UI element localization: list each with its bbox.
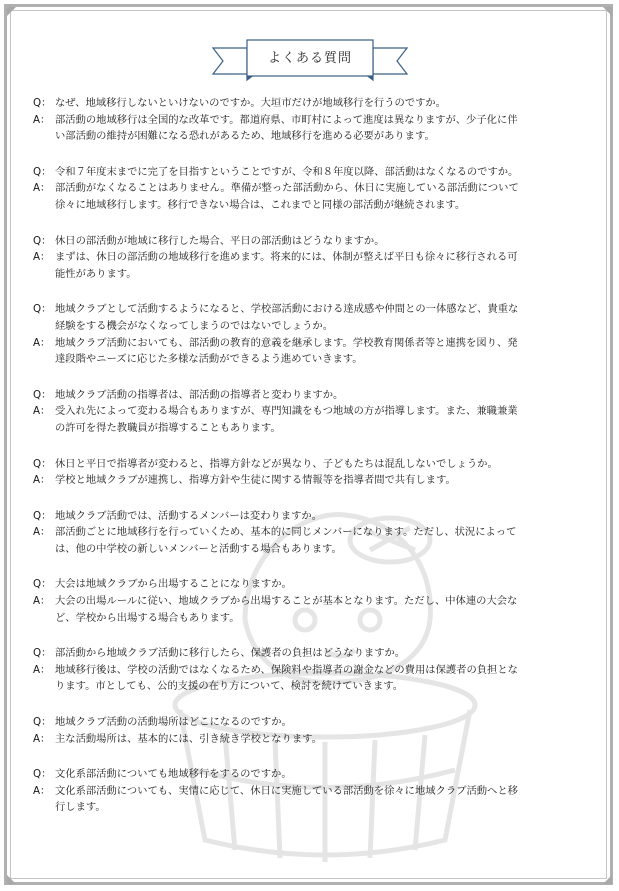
corner-ornament-top-left <box>7 7 16 16</box>
question-text: 休日の部活動が地域に移行した場合、平日の部活動はどうなりますか。 <box>55 234 385 247</box>
question-label: Q： <box>33 647 52 660</box>
answer-text: 受入れ先によって変わる場合もありますが、専門知識をもつ地域の方が指導します。また、兼職兼業 <box>55 405 518 418</box>
question-text: 地域クラブとして活動するようになると、学校部活動における達成感や仲間との一体感など、貴重な <box>55 303 519 316</box>
answer-text: 部活動がなくなることはありません。準備が整った部活動から、休日に実施している部活動について <box>55 182 519 195</box>
answer-label: A： <box>33 595 51 608</box>
question-text: 大会は地域クラブから出場することになりますか。 <box>55 578 292 591</box>
answer-text: 大会の出場ルールに従い、地域クラブから出場することが基本となります。ただし、中体連の大会な <box>55 595 518 608</box>
answer-text: まずは、休日の部活動の地域移行を進めます。将来的には、体制が整えば平日も徐々に移行される可 <box>55 251 518 264</box>
question-label: Q： <box>33 165 52 178</box>
answer-label: A： <box>33 474 51 487</box>
question-label: Q： <box>33 578 52 591</box>
question-label: Q： <box>33 716 52 729</box>
question-label: Q： <box>33 509 52 522</box>
answer-text: ど、学校から出場する場合もあります。 <box>55 611 240 624</box>
answer-text: 達段階やニーズに応じた多様な活動ができるよう進めていきます。 <box>55 353 363 366</box>
answer-text: 部活動の地域移行は全国的な改革です。都道府県、市町村によって進度は異なりますが、少子化に伴 <box>55 113 518 126</box>
answer-label: A： <box>33 251 51 264</box>
answer-text: 主な活動場所は、基本的には、引き続き学校となります。 <box>55 732 322 745</box>
faq-item-5 <box>33 387 593 437</box>
question-label: Q： <box>33 768 52 781</box>
question-text: 休日と平日で指導者が変わると、指導方針などが異なり、子どもたちは混乱しないでしょうか。 <box>55 457 498 470</box>
answer-label: A： <box>33 526 51 539</box>
answer-label: A： <box>33 336 51 349</box>
answer-text: 徐々に地域移行します。移行できない場合は、これまでと同様の部活動が継続されます。 <box>55 198 466 211</box>
question-label: Q： <box>33 303 52 316</box>
question-text: 地域クラブ活動では、活動するメンバーは変わりますか。 <box>55 509 322 522</box>
corner-ornament-bottom-left <box>7 875 16 884</box>
corner-ornament-top-right <box>603 7 612 16</box>
faq-item-11 <box>33 766 593 816</box>
answer-text: 能性があります。 <box>55 267 137 280</box>
answer-label: A： <box>33 405 51 418</box>
question-text: 部活動から地域クラブ活動に移行したら、保護者の負担はどうなりますか。 <box>55 647 406 660</box>
question-label: Q： <box>33 457 52 470</box>
answer-label: A： <box>33 732 51 745</box>
question-text: 文化系部活動についても地域移行をするのですか。 <box>55 768 292 781</box>
answer-text: い部活動の維持が困難になる恐れがあるため、地域移行を進める必要があります。 <box>55 130 435 143</box>
faq-item-2 <box>33 164 593 214</box>
answer-text: 地域移行後は、学校の活動ではなくなるため、保険料や指導者の謝金などの費用は保護者の負担とな <box>55 663 518 676</box>
answer-label: A： <box>33 113 51 126</box>
answer-text: は、他の中学校の新しいメンバーと活動する場合もあります。 <box>55 542 342 555</box>
faq-item-10 <box>33 714 593 747</box>
answer-label: A： <box>33 182 51 195</box>
answer-text: ります。市としても、公的支援の在り方について、検討を続けていきます。 <box>55 680 404 693</box>
answer-text: の許可を得た教職員が指導することもあります。 <box>55 421 281 434</box>
faq-item-9 <box>33 645 593 695</box>
question-text: 経験をする機会がなくなってしまうのではないでしょうか。 <box>55 319 334 332</box>
faq-item-1 <box>33 95 593 145</box>
faq-item-7 <box>33 508 593 558</box>
question-label: Q： <box>33 388 52 401</box>
question-text: 地域クラブ活動の指導者は、部活動の指導者と変わりますか。 <box>55 388 344 401</box>
corner-ornament-bottom-right <box>603 875 612 884</box>
faq-item-4 <box>33 301 593 367</box>
answer-text: 部活動ごとに地域移行を行っていくため、基本的に同じメンバーになります。ただし、状況によって <box>55 526 517 539</box>
answer-text: 地域クラブ活動においても、部活動の教育的意義を継承します。学校教育関係者等と連携を図り、発 <box>55 336 518 349</box>
faq-item-6 <box>33 456 593 489</box>
question-label: Q： <box>33 234 52 247</box>
answer-text: 文化系部活動についても、実情に応じて、休日に実施している部活動を徐々に地域クラブ活動へと移 <box>55 784 518 797</box>
answer-label: A： <box>33 663 51 676</box>
question-text: 令和７年度末までに完了を目指すということですが、令和８年度以降、部活動はなくなるのですか。 <box>55 165 519 178</box>
answer-label: A： <box>33 784 51 797</box>
question-text: 地域クラブ活動の活動場所はどこになるのですか。 <box>55 716 292 729</box>
faq-item-8 <box>33 576 593 626</box>
faq-list <box>33 95 593 816</box>
answer-text: 行します。 <box>55 801 106 814</box>
faq-item-3 <box>33 233 593 283</box>
question-label: Q： <box>33 97 52 109</box>
question-text: なぜ、地域移行しないといけないのですか。大垣市だけが地域移行を行うのですか。 <box>55 97 446 109</box>
answer-text: 学校と地域クラブが連携し、指導方針や生徒に関する情報等を指導者間で共有します。 <box>55 474 456 487</box>
page-title: よくある質問 <box>267 50 352 66</box>
